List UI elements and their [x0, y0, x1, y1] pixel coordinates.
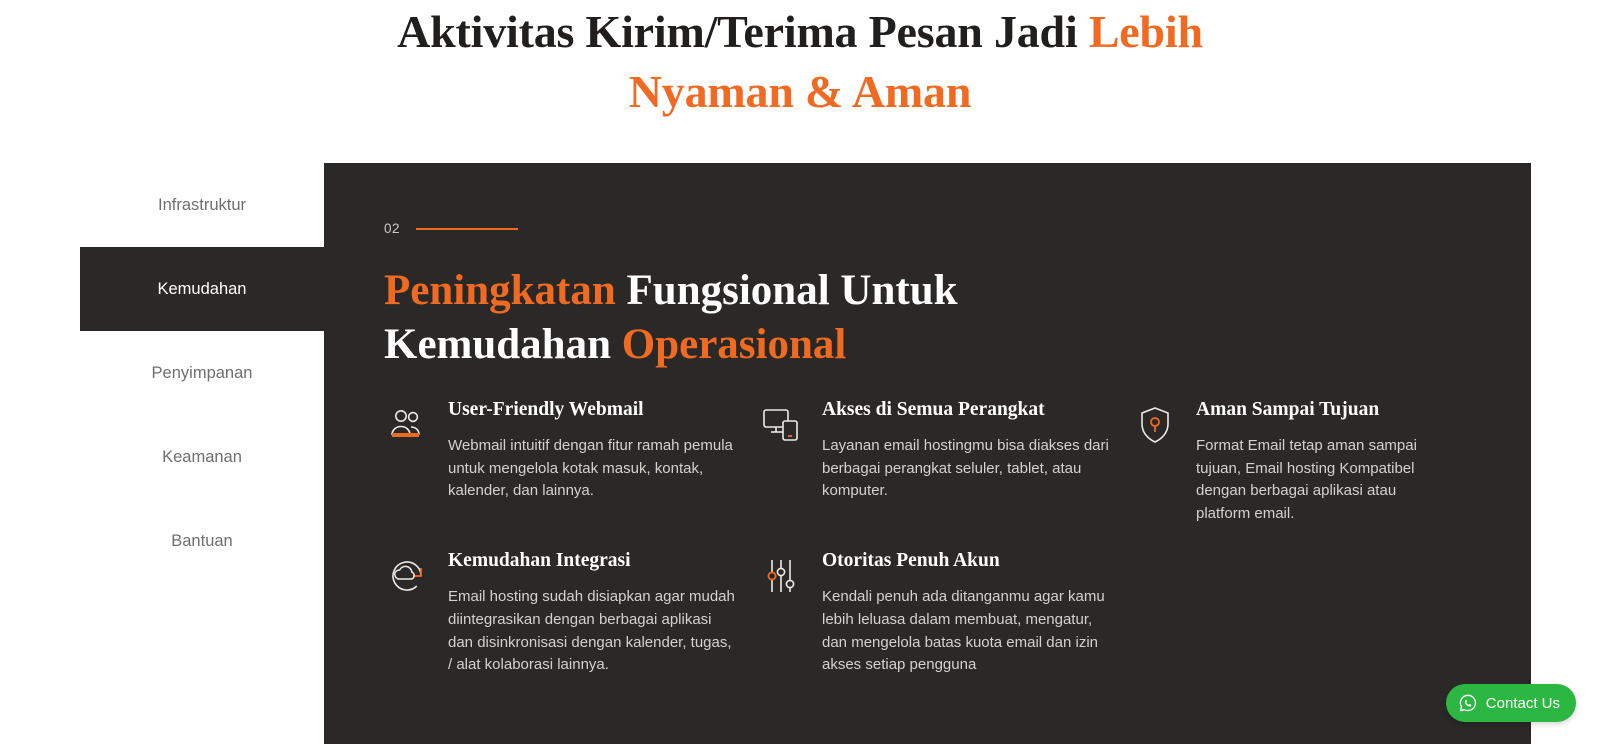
feature-desc: Layanan email hostingmu bisa diakses dari berbagai perangkat seluler, tablet, atau komputer. — [822, 437, 1109, 500]
sidebar-item-infrastruktur[interactable] — [80, 163, 324, 247]
sidebar-item-label: Keamanan — [162, 447, 242, 466]
sliders-icon — [758, 553, 804, 599]
page-title-accent2: Nyaman & Aman — [628, 66, 972, 117]
step-divider — [416, 228, 518, 230]
page-title-accent1: Lebih — [1088, 6, 1203, 57]
feature-grid — [384, 398, 1531, 677]
feature-item — [384, 398, 754, 525]
step-indicator — [384, 221, 1531, 236]
feature-title: Aman Sampai Tujuan — [1196, 399, 1380, 420]
feature-desc: Format Email tetap aman sampai tujuan, Email hosting Kompatibel dengan berbagai aplikasi atau platform email. — [1196, 437, 1417, 522]
sidebar-item-keamanan[interactable] — [80, 415, 324, 499]
sidebar-item-label: Kemudahan — [157, 279, 247, 298]
sidebar-item-label: Bantuan — [171, 531, 233, 550]
users-icon — [384, 402, 430, 448]
step-number: 02 — [384, 221, 401, 236]
whatsapp-icon — [1458, 693, 1478, 713]
feature-title: User-Friendly Webmail — [448, 399, 644, 420]
contact-us-label: Contact Us — [1485, 694, 1560, 712]
feature-panel — [324, 163, 1531, 744]
panel-heading-accent-2: Operasional — [621, 321, 847, 368]
feature-desc: Webmail intuitif dengan fitur ramah pemula untuk mengelola kotak masuk, kontak, kalender, dan lainnya. — [448, 437, 733, 500]
panel-heading-plain-2: Kemudahan — [384, 321, 622, 368]
feature-title: Kemudahan Integrasi — [448, 550, 631, 572]
feature-desc: Kendali penuh ada ditanganmu agar kamu lebih leluasa dalam membuat, mengatur, dan mengelola batas kuota email dan izin akses setiap pengguna — [822, 588, 1105, 674]
feature-item — [758, 549, 1128, 676]
sidebar-tabs — [80, 163, 324, 583]
panel-heading — [384, 264, 1531, 372]
cloud-sync-icon — [384, 553, 430, 599]
panel-heading-accent-1: Peningkatan — [384, 267, 616, 314]
sidebar-item-label: Infrastruktur — [157, 195, 247, 214]
devices-icon — [758, 402, 804, 448]
feature-desc: Email hosting sudah disiapkan agar mudah diintegrasikan dengan berbagai aplikasi dan disinkronisasi dengan kalender, tugas, / alat kolaborasi lainnya. — [448, 588, 735, 674]
page-title — [0, 0, 1600, 122]
panel-heading-plain-1: Fungsional Untuk — [615, 267, 958, 314]
feature-title: Otoritas Penuh Akun — [822, 550, 1000, 572]
feature-item — [384, 549, 754, 676]
sidebar-item-kemudahan[interactable] — [80, 247, 324, 331]
contact-us-button[interactable] — [1446, 684, 1576, 722]
shield-lock-icon — [1132, 402, 1178, 448]
feature-item — [758, 398, 1128, 525]
feature-title: Akses di Semua Perangkat — [822, 399, 1045, 420]
sidebar-item-bantuan[interactable] — [80, 499, 324, 583]
sidebar-item-penyimpanan[interactable] — [80, 331, 324, 415]
sidebar-item-label: Penyimpanan — [151, 363, 253, 382]
page-title-part1: Aktivitas Kirim/Terima Pesan Jadi — [397, 6, 1089, 57]
feature-item — [1132, 398, 1462, 525]
